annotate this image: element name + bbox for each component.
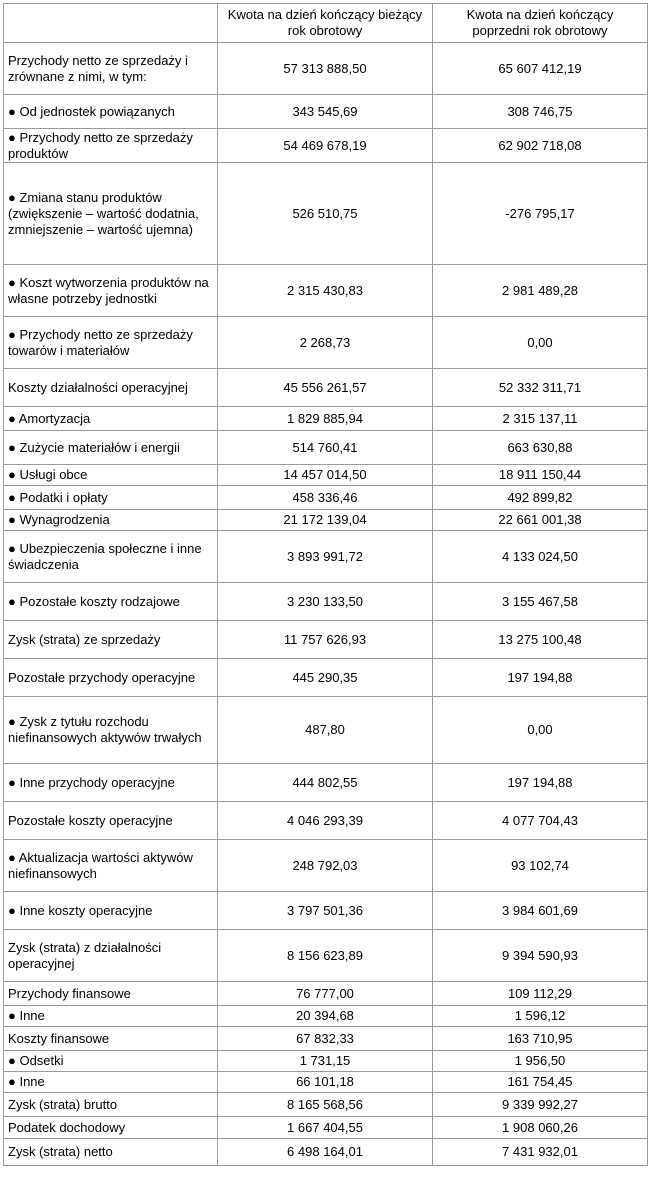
row-current-value: 8 165 568,56 xyxy=(218,1093,433,1117)
row-current-value: 458 336,46 xyxy=(218,486,433,510)
row-label: ● Zmiana stanu produktów (zwiększenie – wartość dodatnia, zmniejszenie – wartość ujemna) xyxy=(4,163,218,265)
row-previous-value: 2 981 489,28 xyxy=(433,265,648,317)
row-previous-value: 7 431 932,01 xyxy=(433,1139,648,1166)
row-current-value: 76 777,00 xyxy=(218,982,433,1006)
row-label: ● Amortyzacja xyxy=(4,407,218,431)
row-label: ● Odsetki xyxy=(4,1051,218,1072)
table-row xyxy=(4,1027,648,1051)
financial-statement-table xyxy=(3,3,648,1166)
row-label: ● Przychody netto ze sprzedaży towarów i materiałów xyxy=(4,317,218,369)
row-label: Zysk (strata) z działalności operacyjnej xyxy=(4,930,218,982)
row-label: ● Wynagrodzenia xyxy=(4,510,218,531)
row-previous-value: 308 746,75 xyxy=(433,95,648,129)
row-previous-value: 9 339 992,27 xyxy=(433,1093,648,1117)
row-label: Zysk (strata) ze sprzedaży xyxy=(4,621,218,659)
row-label: ● Zysk z tytułu rozchodu niefinansowych aktywów trwałych xyxy=(4,697,218,764)
table-row xyxy=(4,369,648,407)
row-label: Koszty finansowe xyxy=(4,1027,218,1051)
row-previous-value: 492 899,82 xyxy=(433,486,648,510)
table-row xyxy=(4,465,648,486)
row-current-value: 57 313 888,50 xyxy=(218,43,433,95)
table-row xyxy=(4,1072,648,1093)
row-label: Pozostałe koszty operacyjne xyxy=(4,802,218,840)
row-label: ● Usługi obce xyxy=(4,465,218,486)
row-current-value: 1 667 404,55 xyxy=(218,1117,433,1139)
row-previous-value: 4 133 024,50 xyxy=(433,531,648,583)
table-row xyxy=(4,1139,648,1166)
row-current-value: 514 760,41 xyxy=(218,431,433,465)
table-row xyxy=(4,840,648,892)
table-row xyxy=(4,95,648,129)
row-current-value: 67 832,33 xyxy=(218,1027,433,1051)
row-previous-value: 9 394 590,93 xyxy=(433,930,648,982)
row-previous-value: 197 194,88 xyxy=(433,764,648,802)
row-previous-value: 161 754,45 xyxy=(433,1072,648,1093)
row-label: Przychody finansowe xyxy=(4,982,218,1006)
header-label-cell xyxy=(4,4,218,43)
row-previous-value: -276 795,17 xyxy=(433,163,648,265)
row-current-value: 8 156 623,89 xyxy=(218,930,433,982)
row-previous-value: 0,00 xyxy=(433,697,648,764)
row-previous-value: 65 607 412,19 xyxy=(433,43,648,95)
table-row xyxy=(4,1117,648,1139)
row-current-value: 3 797 501,36 xyxy=(218,892,433,930)
row-previous-value: 62 902 718,08 xyxy=(433,129,648,163)
row-current-value: 1 731,15 xyxy=(218,1051,433,1072)
row-previous-value: 52 332 311,71 xyxy=(433,369,648,407)
row-label: Pozostałe przychody operacyjne xyxy=(4,659,218,697)
row-previous-value: 109 112,29 xyxy=(433,982,648,1006)
table-row xyxy=(4,659,648,697)
row-previous-value: 13 275 100,48 xyxy=(433,621,648,659)
row-label: ● Aktualizacja wartości aktywów niefinansowych xyxy=(4,840,218,892)
row-previous-value: 93 102,74 xyxy=(433,840,648,892)
row-current-value: 445 290,35 xyxy=(218,659,433,697)
row-current-value: 343 545,69 xyxy=(218,95,433,129)
row-label: ● Koszt wytworzenia produktów na własne potrzeby jednostki xyxy=(4,265,218,317)
row-previous-value: 22 661 001,38 xyxy=(433,510,648,531)
row-label: Koszty działalności operacyjnej xyxy=(4,369,218,407)
row-label: ● Inne koszty operacyjne xyxy=(4,892,218,930)
table-row xyxy=(4,129,648,163)
row-current-value: 487,80 xyxy=(218,697,433,764)
row-current-value: 11 757 626,93 xyxy=(218,621,433,659)
row-previous-value: 4 077 704,43 xyxy=(433,802,648,840)
table-row xyxy=(4,43,648,95)
table-row xyxy=(4,431,648,465)
row-current-value: 20 394,68 xyxy=(218,1006,433,1027)
row-label: ● Podatki i opłaty xyxy=(4,486,218,510)
table-row xyxy=(4,163,648,265)
row-label: Przychody netto ze sprzedaży i zrównane z nimi, w tym: xyxy=(4,43,218,95)
table-row xyxy=(4,1006,648,1027)
row-previous-value: 163 710,95 xyxy=(433,1027,648,1051)
row-current-value: 2 268,73 xyxy=(218,317,433,369)
table-row xyxy=(4,982,648,1006)
row-current-value: 1 829 885,94 xyxy=(218,407,433,431)
table-row xyxy=(4,621,648,659)
row-label: ● Ubezpieczenia społeczne i inne świadczenia xyxy=(4,531,218,583)
row-previous-value: 197 194,88 xyxy=(433,659,648,697)
row-previous-value: 1 956,50 xyxy=(433,1051,648,1072)
row-current-value: 14 457 014,50 xyxy=(218,465,433,486)
header-previous-year: Kwota na dzień kończący poprzedni rok obrotowy xyxy=(433,4,648,43)
row-label: ● Od jednostek powiązanych xyxy=(4,95,218,129)
row-label: ● Inne xyxy=(4,1072,218,1093)
table-row xyxy=(4,764,648,802)
row-previous-value: 1 596,12 xyxy=(433,1006,648,1027)
table-row xyxy=(4,697,648,764)
table-row xyxy=(4,317,648,369)
header-row xyxy=(4,4,648,43)
row-label: ● Inne xyxy=(4,1006,218,1027)
row-current-value: 2 315 430,83 xyxy=(218,265,433,317)
row-previous-value: 3 984 601,69 xyxy=(433,892,648,930)
table-row xyxy=(4,510,648,531)
header-current-year: Kwota na dzień kończący bieżący rok obrotowy xyxy=(218,4,433,43)
row-current-value: 6 498 164,01 xyxy=(218,1139,433,1166)
row-previous-value: 0,00 xyxy=(433,317,648,369)
row-current-value: 21 172 139,04 xyxy=(218,510,433,531)
row-previous-value: 663 630,88 xyxy=(433,431,648,465)
row-label: ● Pozostałe koszty rodzajowe xyxy=(4,583,218,621)
row-label: Zysk (strata) brutto xyxy=(4,1093,218,1117)
table-row xyxy=(4,583,648,621)
table-row xyxy=(4,1093,648,1117)
table-row xyxy=(4,892,648,930)
row-current-value: 3 230 133,50 xyxy=(218,583,433,621)
row-current-value: 444 802,55 xyxy=(218,764,433,802)
row-current-value: 248 792,03 xyxy=(218,840,433,892)
row-label: ● Inne przychody operacyjne xyxy=(4,764,218,802)
row-current-value: 54 469 678,19 xyxy=(218,129,433,163)
row-current-value: 4 046 293,39 xyxy=(218,802,433,840)
row-label: ● Zużycie materiałów i energii xyxy=(4,431,218,465)
row-label: Zysk (strata) netto xyxy=(4,1139,218,1166)
row-previous-value: 1 908 060,26 xyxy=(433,1117,648,1139)
table-row xyxy=(4,930,648,982)
table-row xyxy=(4,531,648,583)
table-row xyxy=(4,802,648,840)
row-current-value: 45 556 261,57 xyxy=(218,369,433,407)
table-row xyxy=(4,1051,648,1072)
row-label: Podatek dochodowy xyxy=(4,1117,218,1139)
table-row xyxy=(4,407,648,431)
row-previous-value: 2 315 137,11 xyxy=(433,407,648,431)
row-previous-value: 18 911 150,44 xyxy=(433,465,648,486)
row-current-value: 526 510,75 xyxy=(218,163,433,265)
table-row xyxy=(4,265,648,317)
table-row xyxy=(4,486,648,510)
row-label: ● Przychody netto ze sprzedaży produktów xyxy=(4,129,218,163)
row-previous-value: 3 155 467,58 xyxy=(433,583,648,621)
row-current-value: 3 893 991,72 xyxy=(218,531,433,583)
row-current-value: 66 101,18 xyxy=(218,1072,433,1093)
